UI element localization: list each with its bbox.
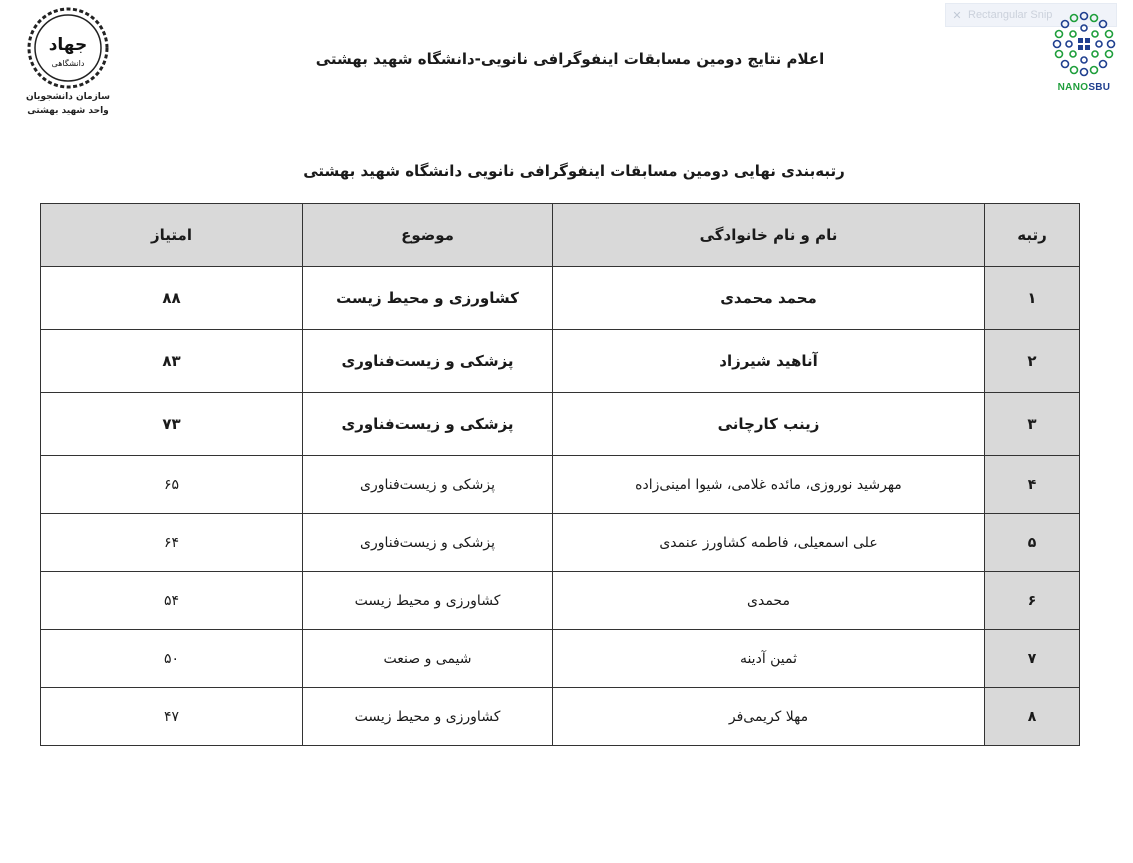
rank-cell: ۱ — [985, 267, 1080, 330]
nanosbu-molecule-icon — [1049, 10, 1119, 78]
logo-subtitle-line2: واحد شهید بهشتی — [27, 106, 109, 116]
score-cell: ۸۸ — [41, 267, 303, 330]
score-cell: ۵۰ — [41, 630, 303, 688]
jahad-logo — [22, 6, 114, 118]
score-cell: ۶۴ — [41, 514, 303, 572]
rank-cell: ۶ — [985, 572, 1080, 630]
results-table — [40, 203, 1080, 746]
snip-label: Rectangular Snip — [968, 9, 1053, 21]
rank-cell: ۴ — [985, 456, 1080, 514]
table-row — [41, 456, 1080, 514]
score-cell: ۶۵ — [41, 456, 303, 514]
close-icon[interactable]: ✕ — [952, 9, 962, 22]
name-cell: مهلا کریمی‌فر — [553, 688, 985, 746]
score-cell: ۵۴ — [41, 572, 303, 630]
table-row — [41, 688, 1080, 746]
rank-cell: ۲ — [985, 330, 1080, 393]
brand-sbu: SBU — [1088, 82, 1111, 93]
logo-subtitle-line1: سازمان دانشجویان — [26, 92, 110, 102]
name-cell: ثمین آدینه — [553, 630, 985, 688]
table-row — [41, 630, 1080, 688]
topic-cell: شیمی و صنعت — [303, 630, 553, 688]
column-header-topic: موضوع — [303, 204, 553, 267]
score-cell: ۴۷ — [41, 688, 303, 746]
table-row — [41, 514, 1080, 572]
table-row — [41, 267, 1080, 330]
rank-cell: ۸ — [985, 688, 1080, 746]
name-cell: آناهید شیرزاد — [553, 330, 985, 393]
topic-cell: پزشکی و زیست‌فناوری — [303, 393, 553, 456]
nanosbu-brand-text — [1044, 82, 1124, 93]
table-row — [41, 572, 1080, 630]
rank-cell: ۷ — [985, 630, 1080, 688]
column-header-rank: رتبه — [985, 204, 1080, 267]
topic-cell: کشاورزی و محیط زیست — [303, 572, 553, 630]
name-cell: محمد محمدی — [553, 267, 985, 330]
logo-main-text: جهاد — [48, 35, 88, 55]
column-header-score: امتیاز — [41, 204, 303, 267]
name-cell: زینب کارچانی — [553, 393, 985, 456]
page-title: اعلام نتایج دومین مسابقات اینفوگرافی نانویی-دانشگاه شهید بهشتی — [315, 50, 825, 68]
brand-nano: NANO — [1057, 82, 1089, 93]
score-cell: ۷۳ — [41, 393, 303, 456]
table-row — [41, 330, 1080, 393]
topic-cell: پزشکی و زیست‌فناوری — [303, 456, 553, 514]
name-cell: مهرشید نوروزی، مائده غلامی، شیوا امینی‌زاده — [553, 456, 985, 514]
topic-cell: کشاورزی و محیط زیست — [303, 688, 553, 746]
jahad-emblem-icon — [26, 6, 110, 90]
rank-cell: ۳ — [985, 393, 1080, 456]
name-cell: علی اسمعیلی، فاطمه کشاورز عنمدی — [553, 514, 985, 572]
table-row — [41, 393, 1080, 456]
topic-cell: پزشکی و زیست‌فناوری — [303, 514, 553, 572]
table-caption: رتبه‌بندی نهایی دومین مسابقات اینفوگرافی نانویی دانشگاه شهید بهشتی — [303, 162, 845, 180]
nanosbu-logo — [1044, 10, 1124, 93]
topic-cell: کشاورزی و محیط زیست — [303, 267, 553, 330]
rank-cell: ۵ — [985, 514, 1080, 572]
table-header-row — [41, 204, 1080, 267]
logo-ring-text: دانشگاهی — [51, 59, 85, 68]
name-cell: محمدی — [553, 572, 985, 630]
score-cell: ۸۳ — [41, 330, 303, 393]
topic-cell: پزشکی و زیست‌فناوری — [303, 330, 553, 393]
column-header-name: نام و نام خانوادگی — [553, 204, 985, 267]
